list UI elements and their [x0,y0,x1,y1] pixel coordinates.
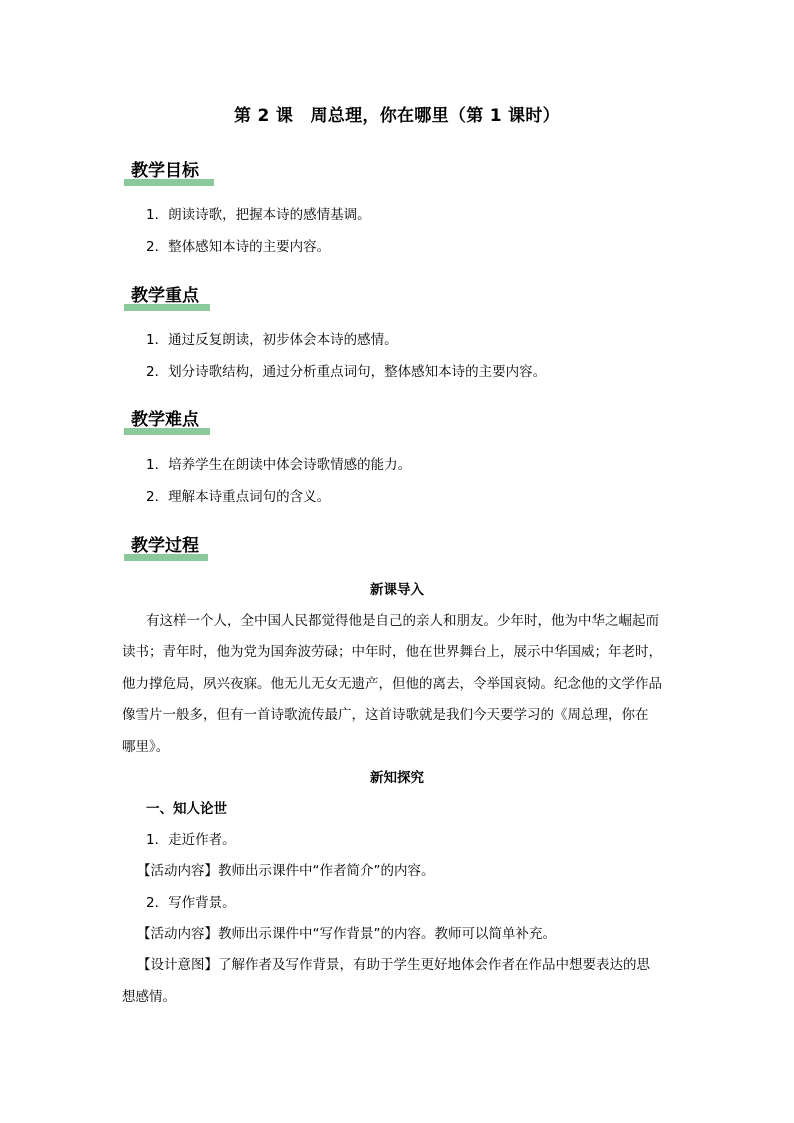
intro-paragraph-line-3: 他力撑危局，夙兴夜寐。他无儿无女无遗产，但他的离去，令举国哀恸。纪念他的文学作品 [122,676,662,692]
explore-subheading: 新知探究 [370,770,424,786]
intro-subheading: 新课导入 [370,582,424,598]
goals-item-2: 2．整体感知本诗的主要内容。 [146,239,331,255]
item-one: 1．走近作者。 [146,832,236,848]
intro-paragraph-line-1: 有这样一个人，全中国人民都觉得他是自己的亲人和朋友。少年时，他为中华之崛起而 [146,613,659,629]
goals-heading: 教学目标 [131,161,199,181]
goals-item-1: 1．朗读诗歌，把握本诗的感情基调。 [146,207,371,223]
design-intent-line-1: 【设计意图】了解作者及写作背景，有助于学生更好地体会作者在作品中想要表达的思 [137,957,650,973]
difficulties-heading: 教学难点 [131,410,199,430]
design-intent-line-2: 想感情。 [122,989,176,1005]
intro-paragraph-line-5: 哪里》。 [122,739,170,755]
item-two: 2．写作背景。 [146,895,236,911]
activity-one: 【活动内容】教师出示课件中“作者简介”的内容。 [137,863,435,879]
difficulties-item-1: 1．培养学生在朗读中体会诗歌情感的能力。 [146,457,412,473]
key-points-item-2: 2．划分诗歌结构，通过分析重点词句，整体感知本诗的主要内容。 [146,364,547,380]
part-one-heading: 一、知人论世 [146,801,227,817]
intro-paragraph-line-4: 像雪片一般多，但有一首诗歌流传最广，这首诗歌就是我们今天要学习的《周总理，你在 [122,707,649,723]
activity-two: 【活动内容】教师出示课件中“写作背景”的内容。教师可以简单补充。 [137,926,556,942]
page-title: 第 2 课 周总理，你在哪里（第 1 课时） [234,106,560,126]
key-points-heading: 教学重点 [131,286,199,306]
difficulties-item-2: 2．理解本诗重点词句的含义。 [146,489,331,505]
key-points-item-1: 1．通过反复朗读，初步体会本诗的感情。 [146,332,398,348]
process-heading: 教学过程 [131,536,199,556]
intro-paragraph-line-2: 读书；青年时，他为党为国奔波劳碌；中年时，他在世界舞台上，展示中华国威；年老时， [122,644,662,660]
